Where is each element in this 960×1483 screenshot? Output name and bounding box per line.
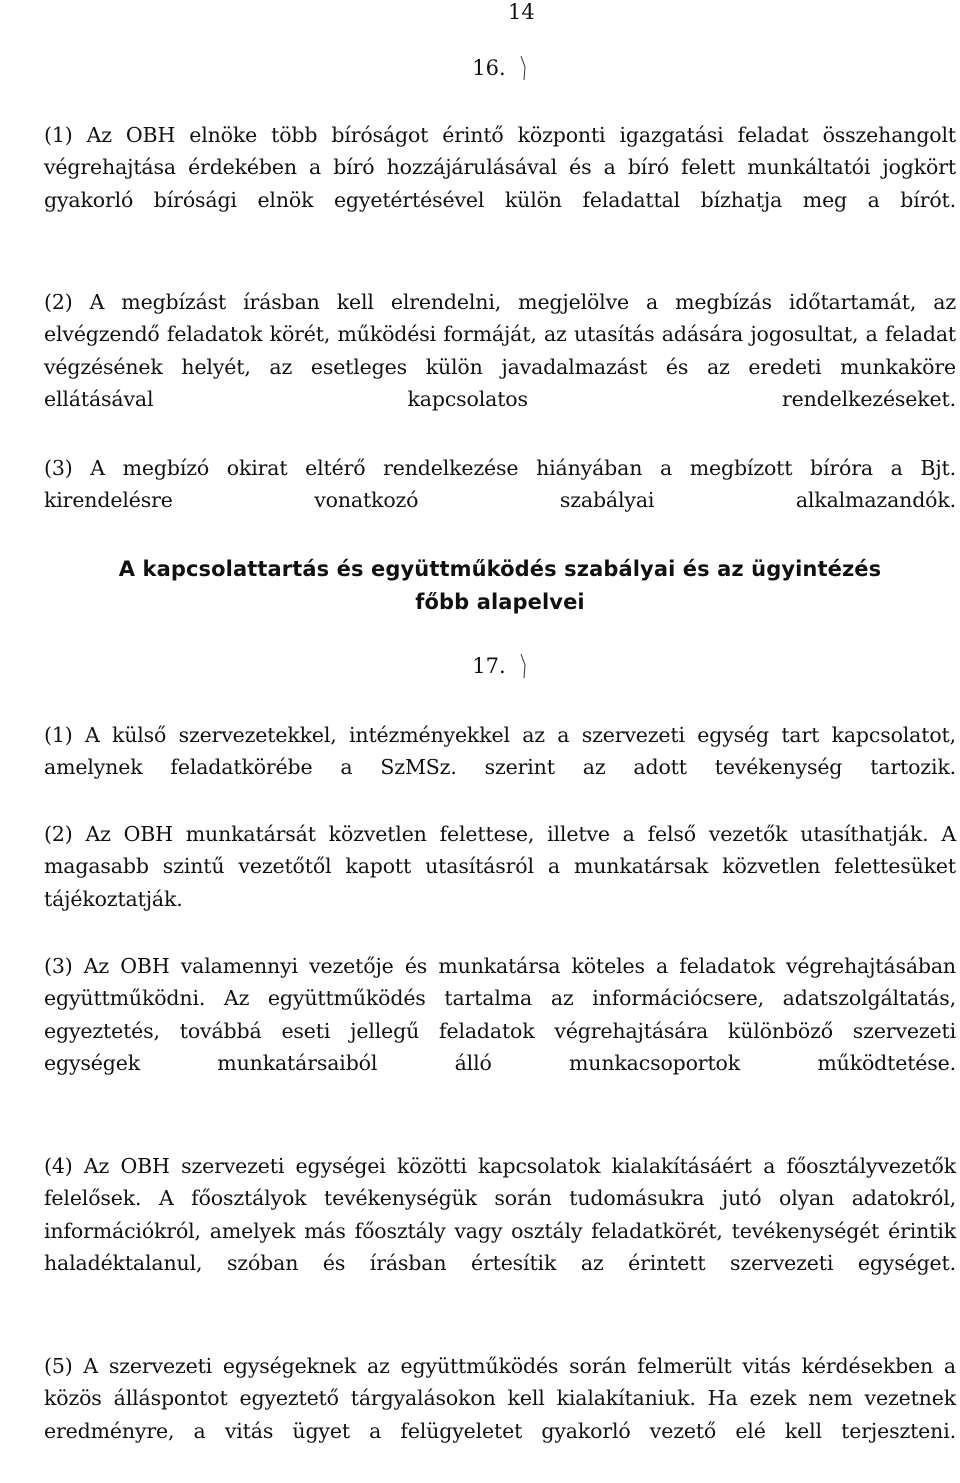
page-number: 14	[508, 0, 535, 24]
paragraph-16-3: (3) A megbízó okirat eltérő rendelkezése hiányában a megbízott bíróra a Bjt. kirendelésre vonatkozó szabályai alkalmazandók.	[44, 456, 956, 513]
paragraph-16-1: (1) Az OBH elnöke több bíróságot érintő központi igazgatási feladat összehangolt végrehajtása érdekében a bíró hozzájárulásával és a bíró felett munkáltatói jogkört gyakorló bírósági elnök egyetértésével külön feladattal bízhatja meg a bírót.	[44, 123, 956, 212]
section-number	[44, 52, 956, 84]
section-16	[44, 52, 956, 84]
paragraph-17-2: (2) Az OBH munkatársát közvetlen felettese, illetve a felső vezetők utasíthatják. A magasabb szintű vezetőtől kapott utasításról a munkatársak közvetlen felettesüket tájékoztatják.	[44, 822, 956, 911]
paragraph-17-1: (1) A külső szervezetekkel, intézményekkel az a szervezeti egység tart kapcsolatot, amelynek feladatkörébe a SzMSz. szerint az adott tevékenység tartozik.	[44, 723, 956, 780]
paragraph-17-5: (5) A szervezeti egységeknek az együttműködés során felmerült vitás kérdésekben a közös álláspontot egyeztető tárgyalásokon kell kialakítaniuk. Ha ezek nem vezetnek eredményre, a vitás ügyet a felügyeletet gyakorló vezető elé kell terjeszteni.	[44, 1354, 956, 1443]
paragraph-16-2: (2) A megbízást írásban kell elrendelni, megjelölve a megbízás időtartamát, az elvégzendő feladatok körét, működési formáját, az utasítás adására jogosultat, a feladat végzésének helyét, az esetleges külön javadalmazást és az eredeti munkaköre ellátásával kapcsolatos rendelkezéseket.	[44, 290, 956, 412]
bookmark-mark-icon	[520, 653, 528, 679]
bookmark-mark-icon	[520, 55, 528, 81]
section-number	[44, 650, 956, 682]
section-17	[44, 650, 956, 682]
paragraph-17-4: (4) Az OBH szervezeti egységei közötti kapcsolatok kialakításáért a főosztályvezetők felelősek. A főosztályok tevékenységük során tudomásukra jutó olyan adatokról, információkról, amelyek más főosztály vagy osztály feladatkörét, tevékenységét érintik haladéktalanul, szóban és írásban értesítik az érintett szervezeti egységet.	[44, 1154, 956, 1276]
section-number-text: 17.	[472, 654, 506, 678]
section-heading: A kapcsolattartás és együttműködés szabályai és az ügyintézés főbb alapelvei	[118, 557, 882, 614]
section-number-text: 16.	[472, 56, 506, 80]
paragraph-17-3: (3) Az OBH valamennyi vezetője és munkatársa köteles a feladatok végrehajtásában együttműködni. Az együttműködés tartalma az információcsere, adatszolgáltatás, egyeztetés, továbbá eseti jellegű feladatok végrehajtására különböző szervezeti egységek munkatársaiból álló munkacsoportok működtetése.	[44, 954, 956, 1076]
